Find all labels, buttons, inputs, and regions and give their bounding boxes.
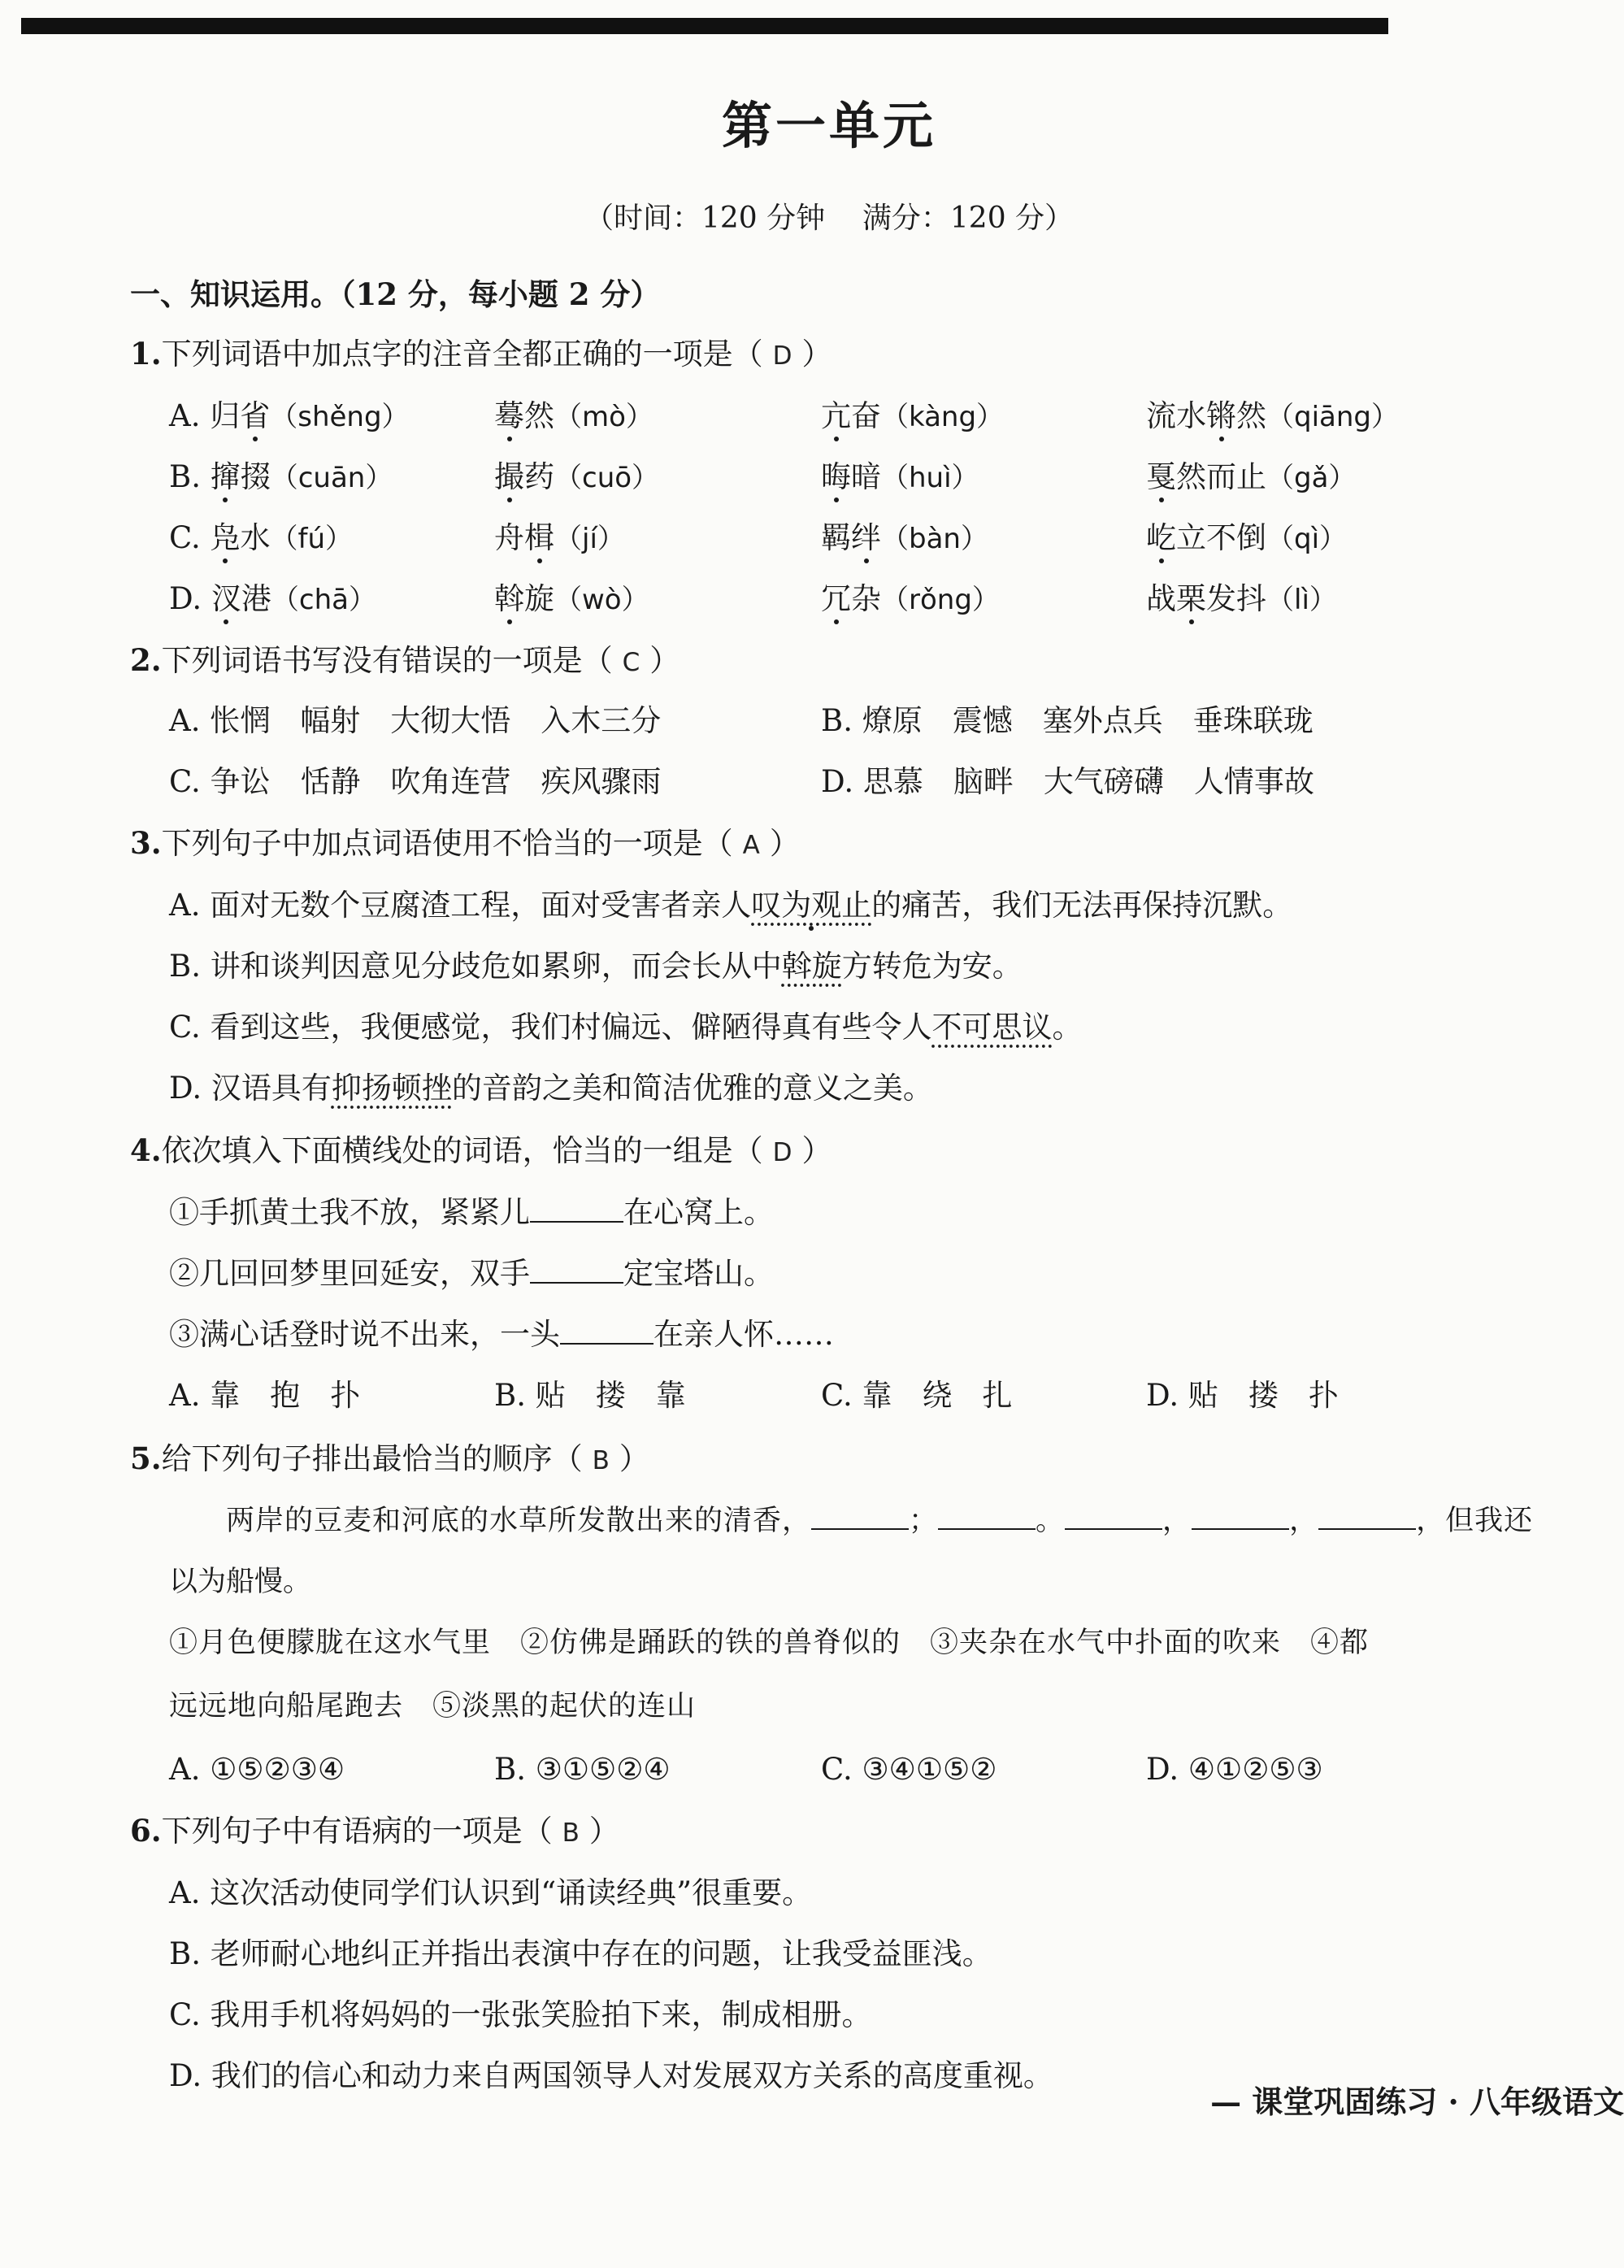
answer-mark: D: [772, 341, 792, 371]
answer-mark: B: [592, 1446, 610, 1475]
option-a: A. 面对无数个豆腐渣工程，面对受害者亲人叹为观止的痛苦，我们无法再保持沉默。: [169, 888, 1293, 923]
question-3-stem: [130, 825, 800, 862]
option-c4: 屹立不倒（qì）: [1146, 520, 1348, 555]
option-c: C. 看到这些，我便感觉，我们村偏远、僻陋得真有些令人不可思议。: [169, 1010, 1083, 1045]
page-title: 第一单元: [721, 96, 936, 155]
question-number: 5.: [130, 1440, 162, 1476]
option-c: C. ③④①⑤②: [821, 1752, 997, 1787]
option-b: B. 老师耐心地纠正并指出表演中存在的问题，让我受益匪浅。: [169, 1936, 992, 1971]
question-number: 2.: [130, 642, 162, 678]
option-c: C. 争讼 恬静 吹角连营 疾风骤雨: [169, 764, 662, 799]
answer-mark: B: [562, 1818, 580, 1848]
paren-close: ）: [649, 643, 680, 678]
option-b: B. 讲和谈判因意见分歧危如累卵，而会长从中斡旋方转危为安。: [169, 949, 1023, 984]
option-a: A. 靠 抱 扑: [169, 1378, 361, 1413]
sentence-items-1: ①月色便朦胧在这水气里 ②仿佛是踊跃的铁的兽脊似的 ③夹杂在水气中扑面的吹来 ④都: [169, 1627, 1370, 1659]
passage-line-2: 以为船慢。: [169, 1566, 312, 1598]
question-number: 3.: [130, 825, 162, 861]
option-a1: A. 归省（shěng）: [169, 398, 410, 433]
option-b3: 晦暗（huì）: [821, 459, 979, 494]
top-rule: [21, 18, 1388, 34]
question-6-stem: [130, 1813, 619, 1849]
option-a: A. 这次活动使同学们认识到“诵读经典”很重要。: [169, 1875, 813, 1910]
option-a4: 流水锵然（qiāng）: [1146, 398, 1399, 433]
poem-line-2: ②几回回梦里回延安，双手 定宝塔山。: [169, 1256, 774, 1291]
option-d: D. 汉语具有抑扬顿挫的音韵之美和简洁优雅的意义之美。: [169, 1071, 933, 1106]
answer-mark: C: [622, 648, 640, 677]
exam-info: （时间：120 分钟 满分：120 分）: [584, 202, 1075, 235]
question-text: 给下列句子排出最恰当的顺序（: [161, 1441, 583, 1476]
option-d: D. ④①②⑤③: [1146, 1752, 1323, 1787]
paren-close: ）: [619, 1441, 649, 1476]
option-c: C. 靠 绕 扎: [821, 1378, 1013, 1413]
question-text: 下列词语书写没有错误的一项是（: [161, 643, 613, 678]
paren-close: ）: [769, 826, 800, 861]
question-2-stem: [130, 642, 680, 679]
option-a: A. ①⑤②③④: [169, 1752, 345, 1787]
question-text: 依次填入下面横线处的词语，恰当的一组是（: [161, 1133, 763, 1168]
option-c3: 羁绊（bàn）: [821, 520, 988, 555]
option-b1: B. 撺掇（cuān）: [169, 459, 393, 494]
paren-close: ）: [801, 1133, 832, 1168]
option-d: D. 我们的信心和动力来自两国领导人对发展双方关系的高度重视。: [169, 2058, 1053, 2093]
paren-close: ）: [588, 1814, 619, 1849]
poem-line-3: ③满心话登时说不出来，一头 在亲人怀……: [169, 1317, 834, 1352]
option-a2: 蓦然（mò）: [494, 398, 654, 433]
sentence-items-2: 远远地向船尾跑去 ⑤淡黑的起伏的连山: [169, 1690, 697, 1723]
option-c2: 舟楫（jí）: [494, 520, 625, 555]
page-footer: — 课堂巩固练习 · 八年级语文: [1210, 2083, 1624, 2120]
passage-line-1: 两岸的豆麦和河底的水草所发散出来的清香， ； 。 ， ， ，但我还: [226, 1505, 1534, 1537]
question-number: 1.: [130, 336, 162, 371]
answer-mark: A: [742, 831, 760, 860]
option-b4: 戛然而止（gǎ）: [1146, 459, 1357, 494]
question-5-stem: [130, 1440, 649, 1477]
poem-line-1: ①手抓黄土我不放，紧紧儿 在心窝上。: [169, 1195, 774, 1230]
option-b: B. 燎原 震憾 塞外点兵 垂珠联珑: [821, 703, 1314, 738]
answer-mark: D: [772, 1138, 792, 1167]
option-a: A. 怅惘 幅射 大彻大悟 入木三分: [169, 703, 662, 738]
question-text: 下列词语中加点字的注音全都正确的一项是（: [161, 337, 763, 371]
paren-close: ）: [801, 337, 832, 371]
question-number: 4.: [130, 1132, 162, 1168]
option-d1: D. 汊港（chā）: [169, 581, 376, 616]
option-c: C. 我用手机将妈妈的一张张笑脸拍下来，制成相册。: [169, 1997, 872, 2032]
option-c1: C. 凫水（fú）: [169, 520, 354, 555]
option-d4: 战栗发抖（lì）: [1146, 581, 1337, 616]
option-d2: 斡旋（wò）: [494, 581, 649, 616]
question-4-stem: [130, 1132, 832, 1169]
option-b2: 撮药（cuō）: [494, 459, 660, 494]
option-d3: 冗杂（rǒng）: [821, 581, 1000, 616]
option-b: B. 贴 搂 靠: [494, 1378, 686, 1413]
question-number: 6.: [130, 1813, 162, 1849]
option-b: B. ③①⑤②④: [494, 1752, 671, 1787]
option-d: D. 贴 搂 扑: [1146, 1378, 1339, 1413]
section-heading: 一、知识运用。（12 分，每小题 2 分）: [130, 276, 661, 312]
question-text: 下列句子中有语病的一项是（: [161, 1814, 553, 1849]
option-d: D. 思慕 脑畔 大气磅礴 人情事故: [821, 764, 1314, 799]
question-text: 下列句子中加点词语使用不恰当的一项是（: [161, 826, 733, 861]
question-1-stem: [130, 336, 832, 372]
option-a3: 亢奋（kàng）: [821, 398, 1005, 433]
